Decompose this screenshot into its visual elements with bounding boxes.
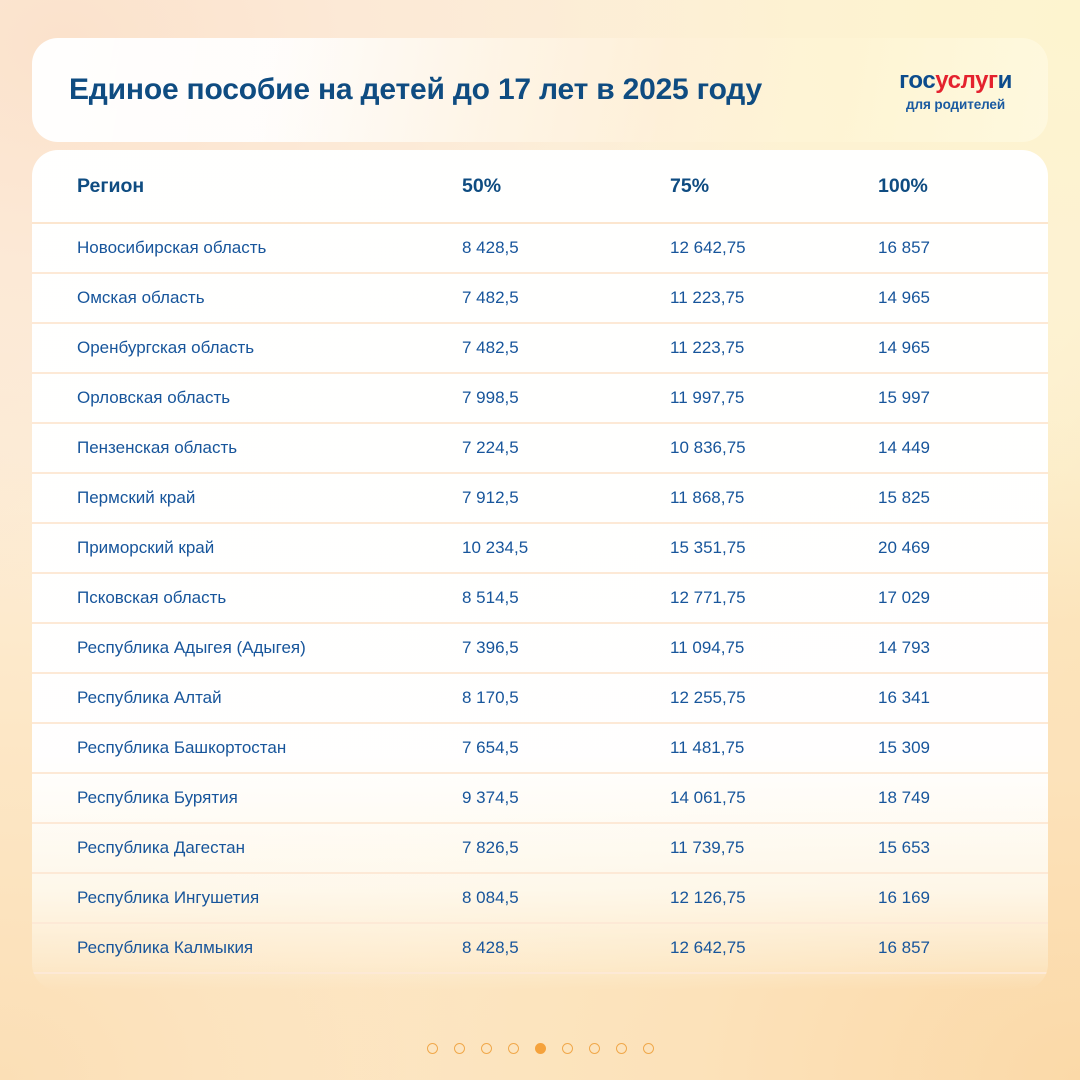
value-75-cell: 12 642,75 [670, 238, 746, 257]
logo-wordmark-part-1: гос [899, 66, 936, 94]
page-title: Единое пособие на детей до 17 лет в 2025 году [69, 73, 762, 106]
pagination-dot[interactable] [508, 1043, 519, 1054]
value-50-cell: 8 084,5 [462, 888, 519, 907]
value-50-cell: 10 234,5 [462, 538, 529, 557]
value-50-cell: 7 482,5 [462, 288, 519, 307]
benefits-table [32, 150, 1048, 974]
pagination-dot[interactable] [562, 1043, 573, 1054]
value-75-cell: 11 481,75 [670, 738, 745, 757]
pagination-dot-active[interactable] [535, 1043, 546, 1054]
value-100-cell: 14 965 [878, 338, 930, 357]
region-cell: Новосибирская область [77, 238, 267, 257]
value-50-cell: 9 374,5 [462, 788, 519, 807]
value-100-cell: 15 653 [878, 838, 930, 857]
value-50-cell: 7 912,5 [462, 488, 519, 507]
value-50-cell: 7 224,5 [462, 438, 519, 457]
region-cell: Оренбургская область [77, 338, 255, 357]
pagination-dot[interactable] [643, 1043, 654, 1054]
column-header-region: Регион [77, 174, 145, 197]
value-50-cell: 7 654,5 [462, 738, 519, 757]
value-50-cell: 8 428,5 [462, 238, 519, 257]
table-row [32, 474, 1048, 524]
value-100-cell: 14 965 [878, 288, 930, 307]
value-75-cell: 11 223,75 [670, 338, 745, 357]
value-100-cell: 14 793 [878, 638, 930, 657]
logo-wordmark-part-2: услуг [935, 66, 998, 94]
value-100-cell: 16 341 [878, 688, 930, 707]
region-cell: Пензенская область [77, 438, 238, 457]
value-75-cell: 15 351,75 [670, 538, 746, 557]
value-50-cell: 7 998,5 [462, 388, 519, 407]
column-header-50: 50% [462, 174, 502, 197]
table-card [32, 150, 1048, 990]
pagination-dots[interactable] [0, 1043, 1080, 1054]
value-75-cell: 12 771,75 [670, 588, 746, 607]
value-75-cell: 11 094,75 [670, 638, 745, 657]
pagination-dot[interactable] [481, 1043, 492, 1054]
table-row [32, 274, 1048, 324]
region-cell: Псковская область [77, 588, 227, 607]
value-50-cell: 8 428,5 [462, 938, 519, 957]
value-50-cell: 7 482,5 [462, 338, 519, 357]
value-75-cell: 12 126,75 [670, 888, 746, 907]
value-100-cell: 16 857 [878, 938, 930, 957]
region-cell: Республика Ингушетия [77, 888, 260, 907]
value-100-cell: 18 749 [878, 788, 930, 807]
column-header-100: 100% [878, 174, 928, 197]
region-cell: Орловская область [77, 388, 231, 407]
value-75-cell: 11 868,75 [670, 488, 745, 507]
logo-wordmark-part-3: и [997, 66, 1012, 94]
table-row [32, 624, 1048, 674]
value-100-cell: 14 449 [878, 438, 930, 457]
value-75-cell: 10 836,75 [670, 438, 746, 457]
region-cell: Приморский край [77, 538, 215, 557]
region-cell: Республика Алтай [77, 688, 222, 707]
region-cell: Республика Башкортостан [77, 738, 287, 757]
table-row [32, 574, 1048, 624]
value-50-cell: 7 396,5 [462, 638, 519, 657]
table-row [32, 524, 1048, 574]
value-100-cell: 15 997 [878, 388, 930, 407]
value-75-cell: 12 642,75 [670, 938, 746, 957]
pagination-dot[interactable] [589, 1043, 600, 1054]
value-75-cell: 11 997,75 [670, 388, 745, 407]
table-row [32, 724, 1048, 774]
value-50-cell: 8 170,5 [462, 688, 519, 707]
table-row [32, 874, 1048, 924]
region-cell: Омская область [77, 288, 205, 307]
region-cell: Республика Калмыкия [77, 938, 254, 957]
column-header-75: 75% [670, 174, 710, 197]
region-cell: Пермский край [77, 488, 196, 507]
value-75-cell: 12 255,75 [670, 688, 746, 707]
value-50-cell: 7 826,5 [462, 838, 519, 857]
table-header-row [32, 150, 1048, 224]
value-75-cell: 11 739,75 [670, 838, 745, 857]
value-100-cell: 20 469 [878, 538, 930, 557]
value-50-cell: 8 514,5 [462, 588, 519, 607]
table-row [32, 674, 1048, 724]
pagination-dot[interactable] [454, 1043, 465, 1054]
table-row [32, 324, 1048, 374]
value-100-cell: 15 825 [878, 488, 930, 507]
table-row [32, 824, 1048, 874]
gosuslugi-logo [899, 66, 1012, 112]
table-row [32, 224, 1048, 274]
value-75-cell: 14 061,75 [670, 788, 746, 807]
table-body [32, 224, 1048, 974]
region-cell: Республика Адыгея (Адыгея) [77, 638, 306, 657]
pagination-dot[interactable] [427, 1043, 438, 1054]
header-card [32, 38, 1048, 142]
table-row [32, 374, 1048, 424]
region-cell: Республика Бурятия [77, 788, 238, 807]
header-inner [32, 38, 1048, 142]
table-row [32, 774, 1048, 824]
logo-subtitle: для родителей [906, 96, 1006, 112]
value-100-cell: 17 029 [878, 588, 930, 607]
table-row [32, 924, 1048, 974]
value-100-cell: 16 857 [878, 238, 930, 257]
value-100-cell: 16 169 [878, 888, 930, 907]
region-cell: Республика Дагестан [77, 838, 246, 857]
value-75-cell: 11 223,75 [670, 288, 745, 307]
logo-wordmark [899, 66, 1012, 94]
pagination-dot[interactable] [616, 1043, 627, 1054]
value-100-cell: 15 309 [878, 738, 930, 757]
table-row [32, 424, 1048, 474]
